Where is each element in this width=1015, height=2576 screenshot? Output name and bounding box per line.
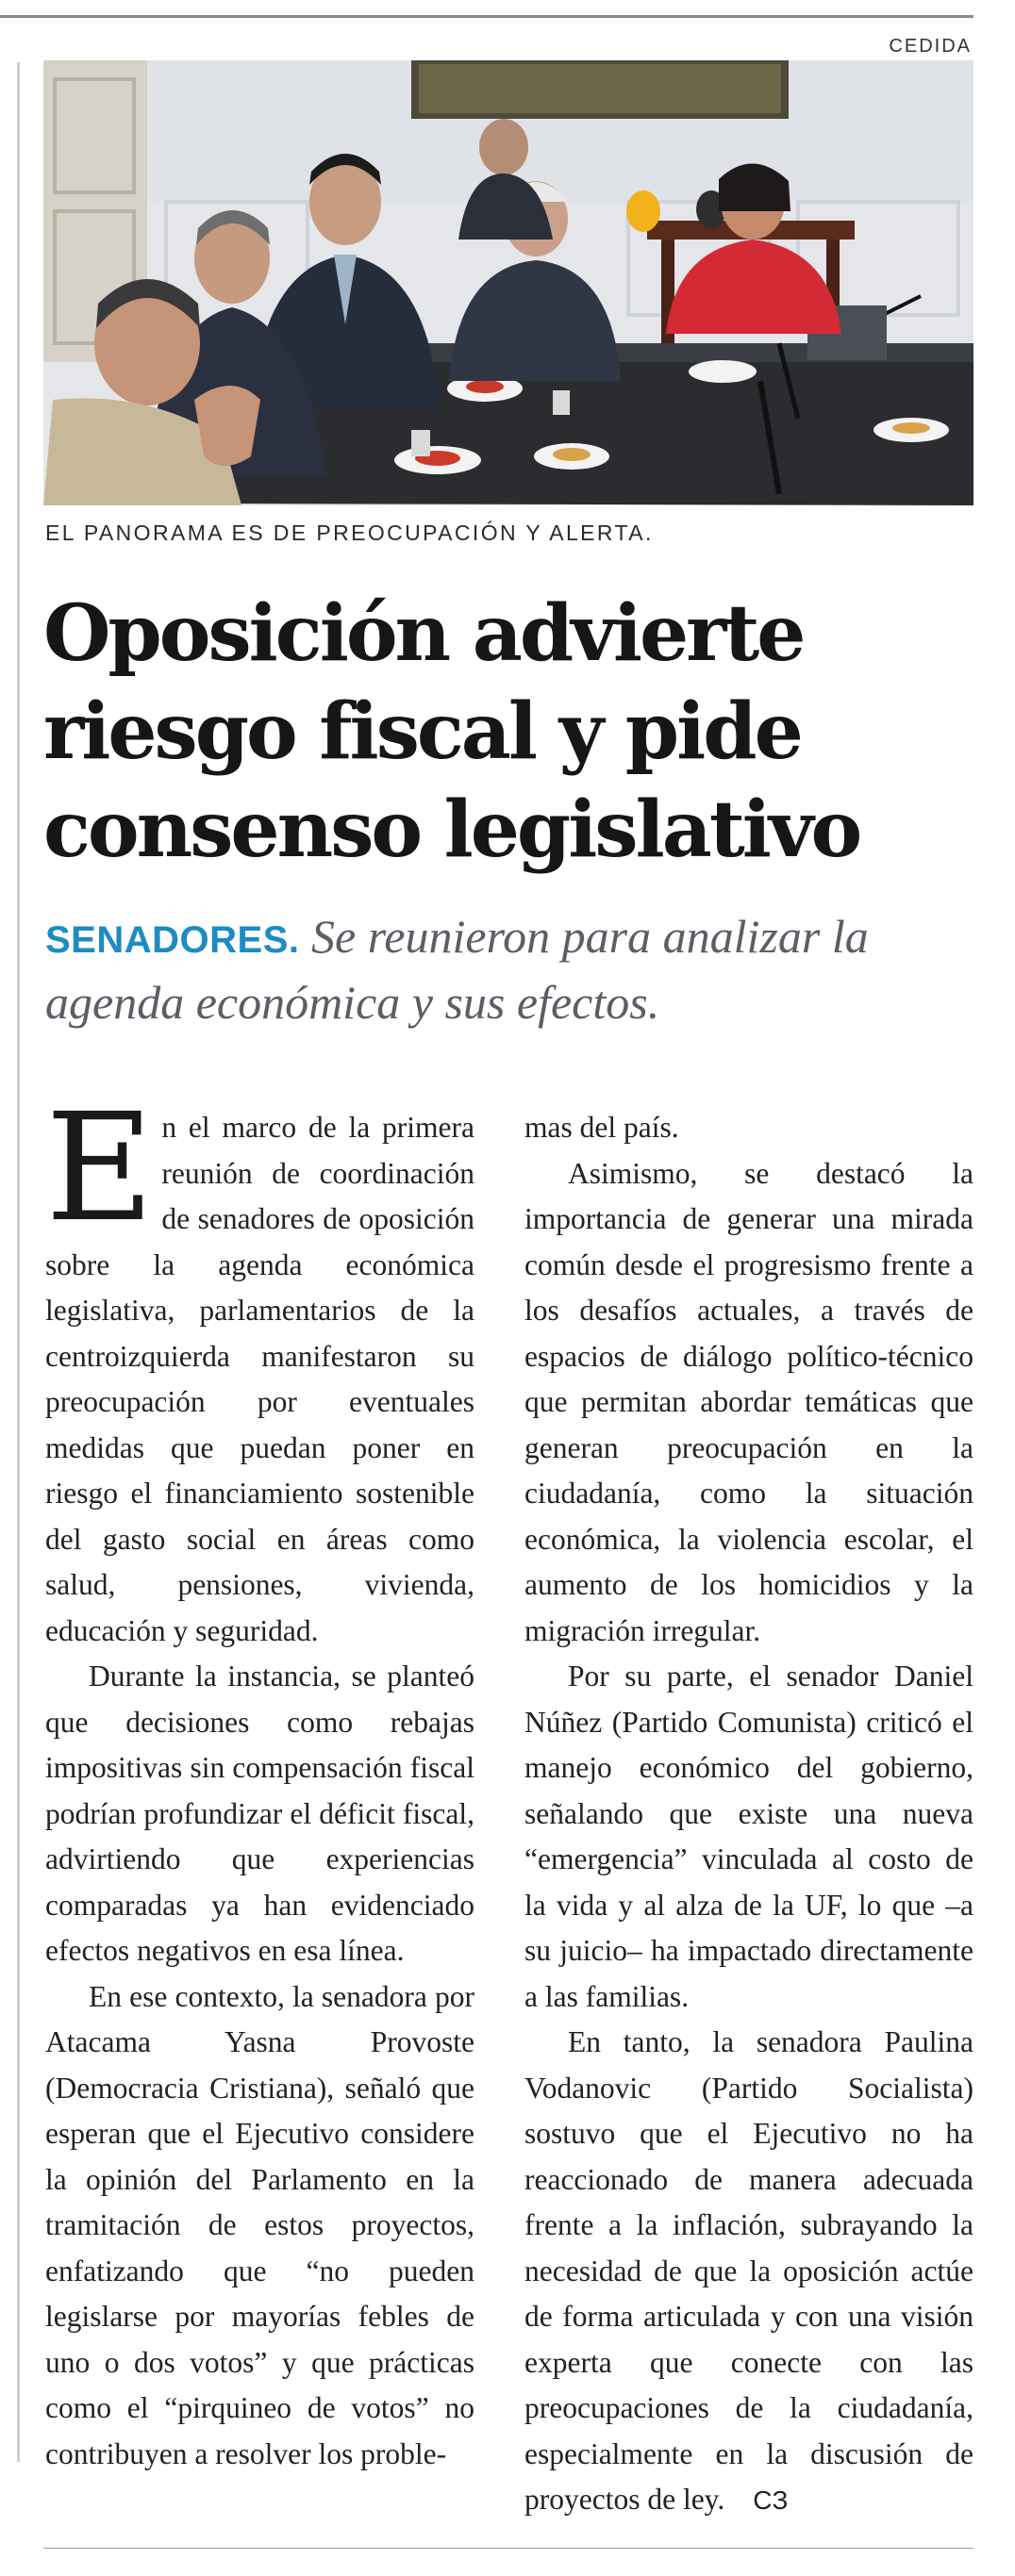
body-column-left bbox=[45, 1082, 474, 2477]
paragraph-1 bbox=[45, 1082, 474, 1654]
paragraph-6-text: En tanto, la senadora Paulina Vodanovic (Partido Socialista) sostuvo que el Ejecutivo no ha reaccionado de manera adecuada frente a la inflación, subrayando la necesidad de que la oposición actúe de forma articulada y con una visión experta que conecte con las preocupaciones de la ciudadanía, especialmente en la discusión de proyectos de ley. bbox=[524, 2025, 973, 2516]
end-mark-icon: CЗ bbox=[753, 2485, 789, 2515]
drop-cap: E bbox=[45, 1082, 155, 1255]
paragraph-4: Asimismo, se destacó la importancia de generar una mirada común desde el progresismo frente a los desafíos actuales, a través de espacios de diálogo político-técnico que permitan abordar temáticas que generan preocupación en la ciudadanía, como la situación económica, la violencia escolar, el aumento de los homicidios y la migración irregular. bbox=[524, 1156, 973, 1647]
top-rule bbox=[0, 15, 973, 18]
photo-caption: EL PANORAMA ES DE PREOCUPACIÓN Y ALERTA. bbox=[45, 520, 654, 545]
body-column-right bbox=[524, 1105, 973, 2524]
paragraph-6 bbox=[524, 2020, 973, 2524]
deck-text: Se reunieron para analizar la agenda económica y sus efectos. bbox=[45, 910, 869, 1029]
deck-kicker: SENADORES. bbox=[45, 919, 300, 961]
paragraph-5: Por su parte, el senador Daniel Núñez (Partido Comunista) criticó el manejo económico del gobierno, señalando que existe una nueva “emergencia” vinculada al costo de la vida y al alza de la UF, lo que –a su juicio– ha impactado directamente a las familias. bbox=[524, 1660, 973, 2013]
photo-credit: CEDIDA bbox=[889, 36, 972, 57]
bottom-rule bbox=[43, 2548, 973, 2549]
paragraph-3-continued: mas del país. bbox=[524, 1111, 679, 1144]
headline: Oposición advierte riesgo fiscal y pide consenso legislativo bbox=[43, 588, 860, 875]
column-rule bbox=[17, 62, 20, 2462]
paragraph-3: En ese contexto, la senadora por Atacama Yasna Provoste (Democracia Cristiana), señaló que esperan que el Ejecutivo considere la opinión del Parlamento en la tramitación de estos proyectos, enfatizando que “no pueden legislarse por mayorías febles de uno o dos votos” y que prácticas como el “pirquineo de votos” no contribuyen a resolver los proble- bbox=[45, 1979, 474, 2470]
deck bbox=[45, 905, 979, 1033]
paragraph-1-text: n el marco de la primera reunión de coordinación de senadores de oposición sobre la agenda económica legislativa, parlamentarios de la centroizquierda manifestaron su preocupación por eventuales medidas que puedan poner en riesgo el financiamiento sostenible del gasto social en áreas como salud, pensiones, vivienda, educación y seguridad. bbox=[45, 1111, 474, 1647]
paragraph-2: Durante la instancia, se planteó que decisiones como rebajas impositivas sin compensación fiscal podrían profundizar el déficit fiscal, advirtiendo que experiencias comparadas ya han evidenciado efectos negativos en esa línea. bbox=[45, 1660, 474, 1967]
news-photo bbox=[43, 60, 973, 505]
